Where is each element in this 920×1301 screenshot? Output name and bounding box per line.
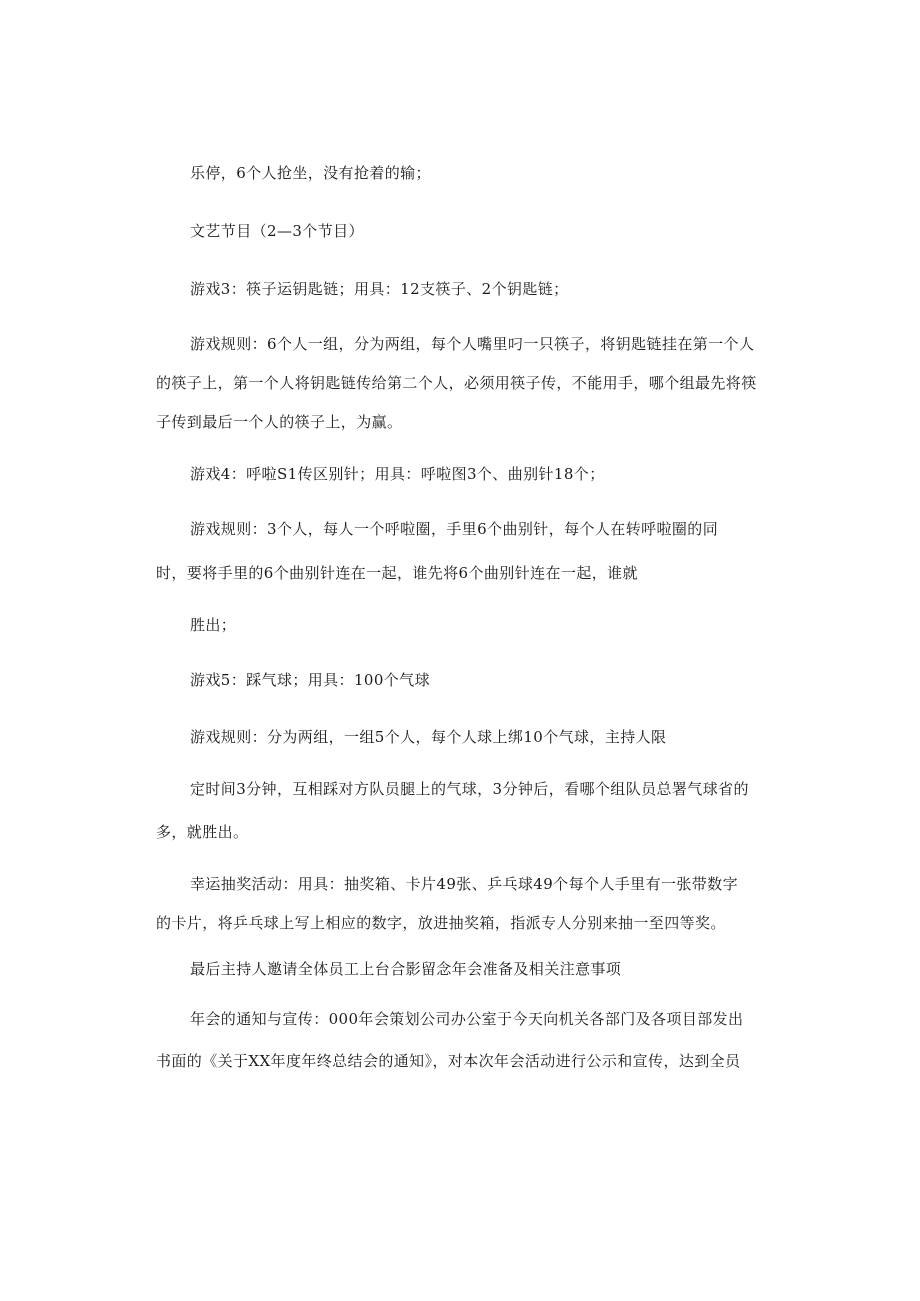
text-line-14: 多，就胜出。	[156, 823, 249, 841]
text-line-8: 游戏规则：3个人，每人一个呼啦圈，手里6个曲别针，每个人在转呼啦圈的同	[190, 520, 719, 538]
text-line-9: 时，要将手里的6个曲别针连在一起，谁先将6个曲别针连在一起，谁就	[156, 564, 638, 582]
text-line-2: 文艺节目（2—3个节目）	[190, 222, 364, 240]
text-line-16: 的卡片，将乒乓球上写上相应的数字，放进抽奖箱，指派专人分别来抽一至四等奖。	[156, 914, 726, 932]
text-line-18: 年会的通知与宣传：000年会策划公司办公室于今天向机关各部门及各项目部发出	[190, 1010, 744, 1028]
text-line-3: 游戏3：筷子运钥匙链；用具：12支筷子、2个钥匙链；	[190, 280, 569, 298]
text-line-19: 书面的《关于XX年度年终总结会的通知》，对本次年会活动进行公示和宣传，达到全员	[156, 1052, 741, 1070]
text-line-6: 子传到最后一个人的筷子上，为赢。	[156, 413, 403, 431]
text-line-10: 胜出；	[190, 616, 237, 634]
text-line-12: 游戏规则：分为两组，一组5个人，每个人球上绑10个气球，主持人限	[190, 728, 667, 746]
text-line-4: 游戏规则：6个人一组，分为两组，每个人嘴里叼一只筷子，将钥匙链挂在第一个人	[190, 335, 755, 353]
text-line-11: 游戏5：踩气球；用具：100个气球	[190, 671, 430, 689]
text-line-15: 幸运抽奖活动：用具：抽奖箱、卡片49张、乒乓球49个每个人手里有一张带数字	[190, 875, 738, 893]
text-line-7: 游戏4：呼啦S1传区别针；用具：呼啦图3个、曲别针18个；	[190, 465, 605, 483]
text-line-5: 的筷子上，第一个人将钥匙链传给第二个人，必须用筷子传，不能用手，哪个组最先将筷	[156, 374, 757, 392]
text-line-13: 定时间3分钟，互相踩对方队员腿上的气球，3分钟后，看哪个组队员总署气球省的	[190, 780, 749, 798]
text-line-1: 乐停，6个人抢坐，没有抢着的输；	[190, 164, 431, 182]
text-line-17: 最后主持人邀请全体员工上台合影留念年会准备及相关注意事项	[190, 960, 622, 978]
